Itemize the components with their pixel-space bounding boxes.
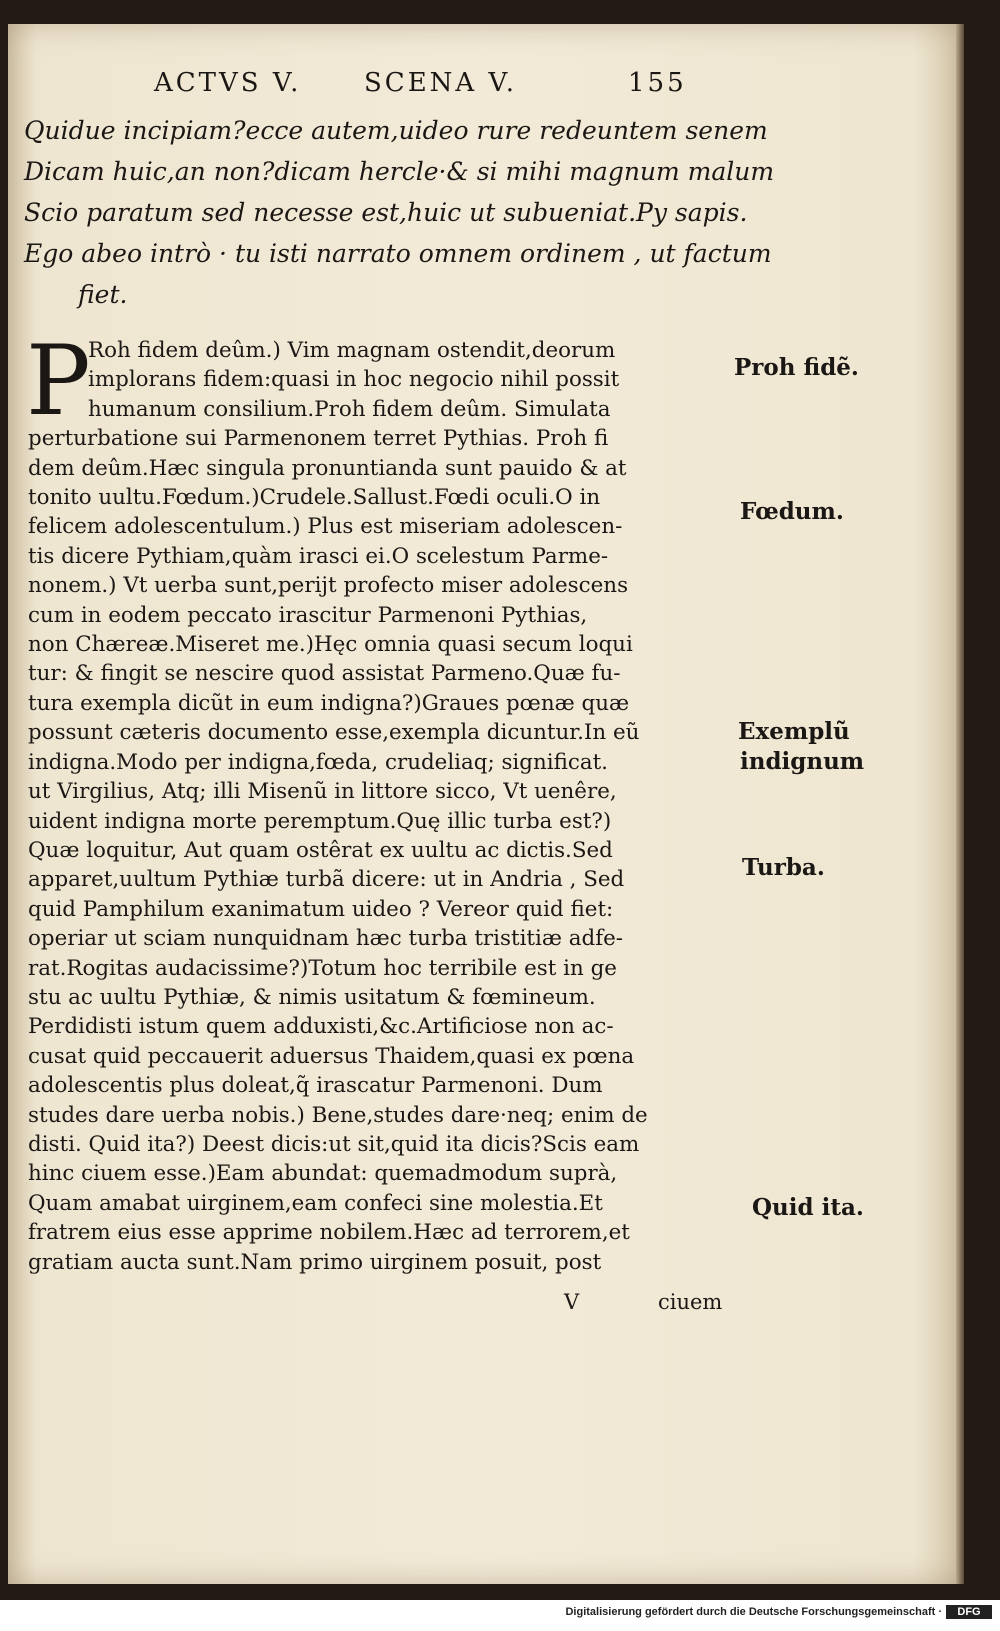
verse-line: Scio paratum sed necesse est,huic ut subueniat.Py sapis. — [24, 198, 748, 227]
commentary-line: cusat quid peccauerit aduersus Thaidem,quasi ex pœna — [28, 1043, 635, 1069]
commentary-line: apparet,uultum Pythiæ turbã dicere: ut in Andria , Sed — [28, 867, 625, 893]
marginal-note: indignum — [740, 748, 865, 775]
commentary-line: indigna.Modo per indigna,fœda, crudeliaq; significat. — [28, 749, 608, 775]
folio-number: 155 — [628, 68, 687, 98]
marginal-note: Proh fidẽ. — [734, 354, 859, 381]
commentary-line: nonem.) Vt uerba sunt,perijt profecto miser adolescens — [28, 573, 629, 599]
commentary-line: adolescentis plus doleat,q̃ irascatur Parmenoni. Dum — [28, 1073, 603, 1099]
commentary-line: felicem adolescentulum.) Plus est miseriam adolescen- — [28, 514, 623, 540]
marginal-note: Fœdum. — [740, 498, 844, 525]
commentary-line: tonito uultu.Fœdum.)Crudele.Sallust.Fœdi oculi.O in — [28, 485, 601, 511]
commentary-line: tura exempla dicũt in eum indigna?)Graues pœnæ quæ — [28, 690, 630, 716]
commentary-line: studes dare uerba nobis.) Bene,studes dare·neq; enim de — [28, 1102, 648, 1128]
header-scene: SCENA V. — [364, 68, 517, 98]
commentary-line: fratrem eius esse apprime nobilem.Hæc ad terrorem,et — [28, 1220, 630, 1246]
commentary-text — [26, 325, 710, 1277]
commentary-line: Quæ loquitur, Aut quam ostêrat ex uultu ac dictis.Sed — [28, 837, 613, 863]
drop-cap-initial: P — [26, 325, 91, 437]
commentary-line: ut Virgilius, Atq; illi Misenũ in littore sicco, Vt uenêre, — [28, 779, 617, 805]
running-header — [154, 68, 714, 104]
verse-line: fiet. — [78, 280, 128, 309]
commentary-line: Roh fidem deûm.) Vim magnam ostendit,deorum — [88, 338, 616, 363]
catchword: ciuem — [658, 1290, 723, 1314]
verse-line: Dicam huic,an non?dicam hercle·& si mihi magnum malum — [24, 157, 775, 186]
marginal-note: Exemplũ — [738, 718, 850, 745]
commentary-line: cum in eodem peccato irascitur Parmenoni Pythias, — [28, 602, 588, 628]
commentary-line: hinc ciuem esse.)Eam abundat: quemadmodum suprà, — [28, 1161, 618, 1187]
verse-line: Ego abeo intrò · tu isti narrato omnem ordinem , ut factum — [24, 239, 772, 268]
commentary-line: dem deûm.Hæc singula pronuntianda sunt pauido & at — [28, 455, 627, 481]
commentary-line: humanum consilium.Proh fidem deûm. Simulata — [88, 396, 611, 422]
commentary-line: tur: & fingit se nescire quod assistat Parmeno.Quæ fu- — [28, 661, 621, 687]
dfg-logo: DFG — [946, 1605, 992, 1619]
signature-mark: V — [564, 1290, 580, 1314]
verse-line: Quidue incipiam?ecce autem,uideo rure redeuntem senem — [24, 116, 768, 145]
commentary-line: operiar ut sciam nunquidnam hæc turba tristitiæ adfe- — [28, 926, 624, 952]
play-verse — [24, 110, 775, 315]
commentary-line: non Chæreæ.Miseret me.)Hęc omnia quasi secum loqui — [28, 632, 633, 658]
commentary-line: gratiam aucta sunt.Nam primo uirginem posuit, post — [28, 1249, 602, 1275]
digitization-credit: Digitalisierung gefördert durch die Deutsche Forschungsgemeinschaft · — [565, 1606, 942, 1618]
commentary-line: perturbatione sui Parmenonem terret Pythias. Proh fi — [28, 426, 609, 452]
commentary-line: tis dicere Pythiam,quàm irasci ei.O scelestum Parme- — [28, 543, 609, 569]
commentary-line: Perdidisti istum quem adduxisti,&c.Artificiose non ac- — [28, 1014, 614, 1040]
commentary-line: disti. Quid ita?) Deest dicis:ut sit,quid ita dicis?Scis eam — [28, 1131, 640, 1157]
marginal-note: Turba. — [742, 854, 825, 881]
header-act: ACTVS V. — [154, 68, 302, 98]
commentary-line: Quam amabat uirginem,eam confeci sine molestia.Et — [28, 1190, 603, 1216]
commentary-line: stu ac uultu Pythiæ, & nimis usitatum & fœmineum. — [28, 984, 596, 1010]
marginal-note: Quid ita. — [752, 1194, 864, 1221]
commentary-line: quid Pamphilum exanimatum uideo ? Vereor quid fiet: — [28, 896, 614, 922]
commentary-line: possunt cæteris documento esse,exempla dicuntur.In eũ — [28, 720, 640, 746]
commentary-line: uident indigna morte peremptum.Quę illic turba est?) — [28, 808, 612, 834]
commentary-line: rat.Rogitas audacissime?)Totum hoc terribile est in ge — [28, 955, 617, 981]
commentary-line: implorans fidem:quasi in hoc negocio nihil possit — [88, 367, 620, 393]
